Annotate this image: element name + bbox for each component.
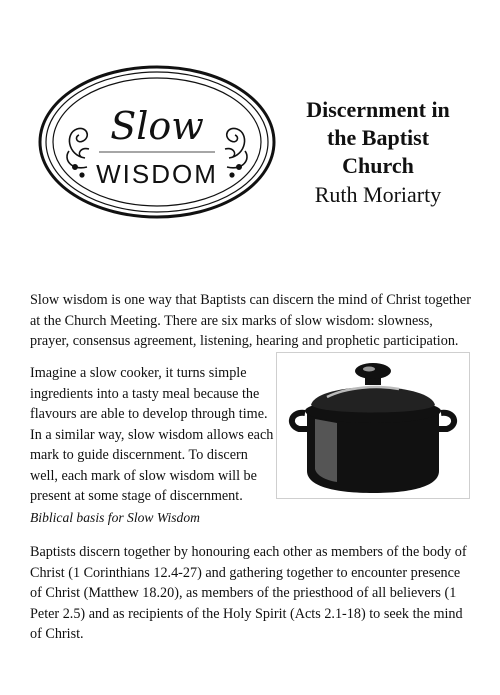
- right-flourish: [225, 128, 247, 176]
- biblical-paragraph: Baptists discern together by honouring each other as members of the body of Christ (1 Corinthians 12.4-27) and gathering together to encounter presence of Christ (Matthew 18.20), as members of the priesthood of all believers (1 Peter 2.5) and as recipients of the Holy Spirit (Acts 2.1-18) to seek the mind of Christ.: [30, 544, 467, 642]
- intro-paragraph: Slow wisdom is one way that Baptists can discern the mind of Christ together at the Church Meeting. There are six marks of slow wisdom: slowness, prayer, consensus agreement, listening, hearing and prophetic participation.: [30, 292, 471, 349]
- title-line-2: the Baptist: [326, 125, 430, 150]
- title-block: [278, 96, 478, 209]
- logo-script-word: Slow: [110, 104, 204, 148]
- logo-wisdom-word: WISDOM: [96, 159, 218, 189]
- slow-cooker-paragraph: Imagine a slow cooker, it turns simple ingredients into a tasty meal because the flavours are able to develop through time. In a similar way, slow wisdom allows each mark to guide discernment. To discern well, each mark of slow wisdom will be present at some stage of discernment.: [30, 365, 274, 504]
- cooking-pot-icon: [277, 353, 469, 498]
- slow-wisdom-logo: [37, 63, 277, 221]
- author-name: Ruth Moriarty: [314, 182, 442, 207]
- section-heading: Biblical basis for Slow Wisdom: [30, 510, 200, 525]
- title-line-3: Church: [342, 153, 414, 178]
- title-line-1: Discernment in: [306, 97, 450, 122]
- cooking-pot-image: [276, 352, 470, 499]
- left-flourish: [67, 128, 89, 176]
